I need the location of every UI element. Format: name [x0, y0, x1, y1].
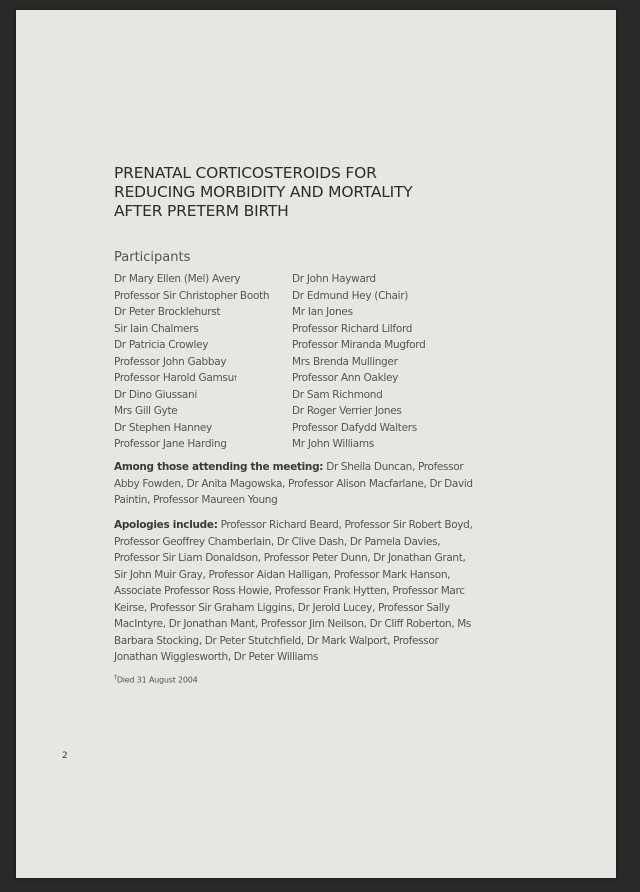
participant: Mrs Brenda Mullinger [292, 355, 398, 368]
apologies-label: Apologies include: [114, 519, 218, 531]
participant: Mrs Gill Gyte [114, 405, 178, 417]
document-title [114, 164, 474, 221]
title-line-1: PRENATAL CORTICOSTEROIDS FOR [114, 164, 377, 182]
participant: Sir Iain Chalmers [114, 322, 199, 335]
participant: Mr John Williams [292, 438, 375, 450]
participant: Professor Dafydd Walters [292, 421, 417, 434]
participants-list-left [114, 271, 294, 453]
participant: Dr Sam Richmond [292, 388, 383, 401]
apologies-paragraph [114, 517, 474, 666]
participant-with-dagger [114, 370, 294, 387]
attending-paragraph [114, 459, 474, 509]
title-line-3: AFTER PRETERM BIRTH [114, 202, 289, 220]
participant: Professor Ann Oakley [292, 372, 399, 384]
participant: Mr Ian Jones [292, 306, 353, 318]
document-page [16, 10, 616, 878]
participant: Dr Dino Giussani [114, 388, 198, 401]
participant: Dr John Hayward [292, 273, 376, 285]
footnote-mark: † [114, 674, 117, 681]
participant: Dr Mary Ellen (Mel) Avery [114, 273, 241, 285]
participants-heading: Participants [114, 250, 191, 265]
participant: Dr Patricia Crowley [114, 339, 209, 351]
participant: Dr Roger Verrier Jones [292, 405, 402, 417]
participant: Professor Richard Lilford [292, 322, 413, 335]
participants-list-right [292, 271, 462, 453]
participant: Dr Edmund Hey (Chair) [292, 289, 409, 302]
apologies-text: Professor Richard Beard, Professor Sir Robert Boyd, Professor Geoffrey Chamberlain, Dr Clive Dash, Dr Pamela Davies, Professor Sir Liam Donaldson, Professor Peter Dunn, Dr Jonathan Grant, Sir John Muir Gray, Professor Aidan Halligan, Professor Mark Hanson, Associate Professor Ross Howie, Professor Frank Hytten, Professor Marc Keirse, Professor Sir Graham Liggins, Dr Jerold Lucey, Professor Sally MacIntyre, Dr Jonathan Mant, Professor Jim Neilson, Dr Cliff Roberton, Ms Barbara Stocking, Dr Peter Stutchfield, Dr Mark Walport, Professor Jonathan Wigglesworth, Dr Peter Williams [114, 519, 473, 663]
participant: Dr Stephen Hanney [114, 421, 212, 434]
title-line-2: REDUCING MORBIDITY AND MORTALITY [114, 183, 413, 201]
attending-text: Dr Sheila Duncan, Professor Abby Fowden, Dr Anita Magowska, Professor Alison Macfarlane, Dr David Paintin, Professor Maureen Young [114, 461, 473, 506]
participant: Dr Peter Brocklehurst [114, 306, 221, 318]
participant: Professor Jane Harding [114, 438, 227, 450]
participant-name: Professor Harold Gamsu [114, 372, 234, 384]
participant: Professor Sir Christopher Booth [114, 289, 270, 302]
participant: Professor Miranda Mugford [292, 339, 426, 351]
page-number: 2 [62, 751, 68, 761]
attending-label: Among those attending the meeting: [114, 461, 324, 473]
footnote-text: Died 31 August 2004 [116, 675, 198, 685]
dagger-mark: † [233, 374, 238, 382]
footnote [114, 674, 198, 685]
participant: Professor John Gabbay [114, 355, 227, 368]
